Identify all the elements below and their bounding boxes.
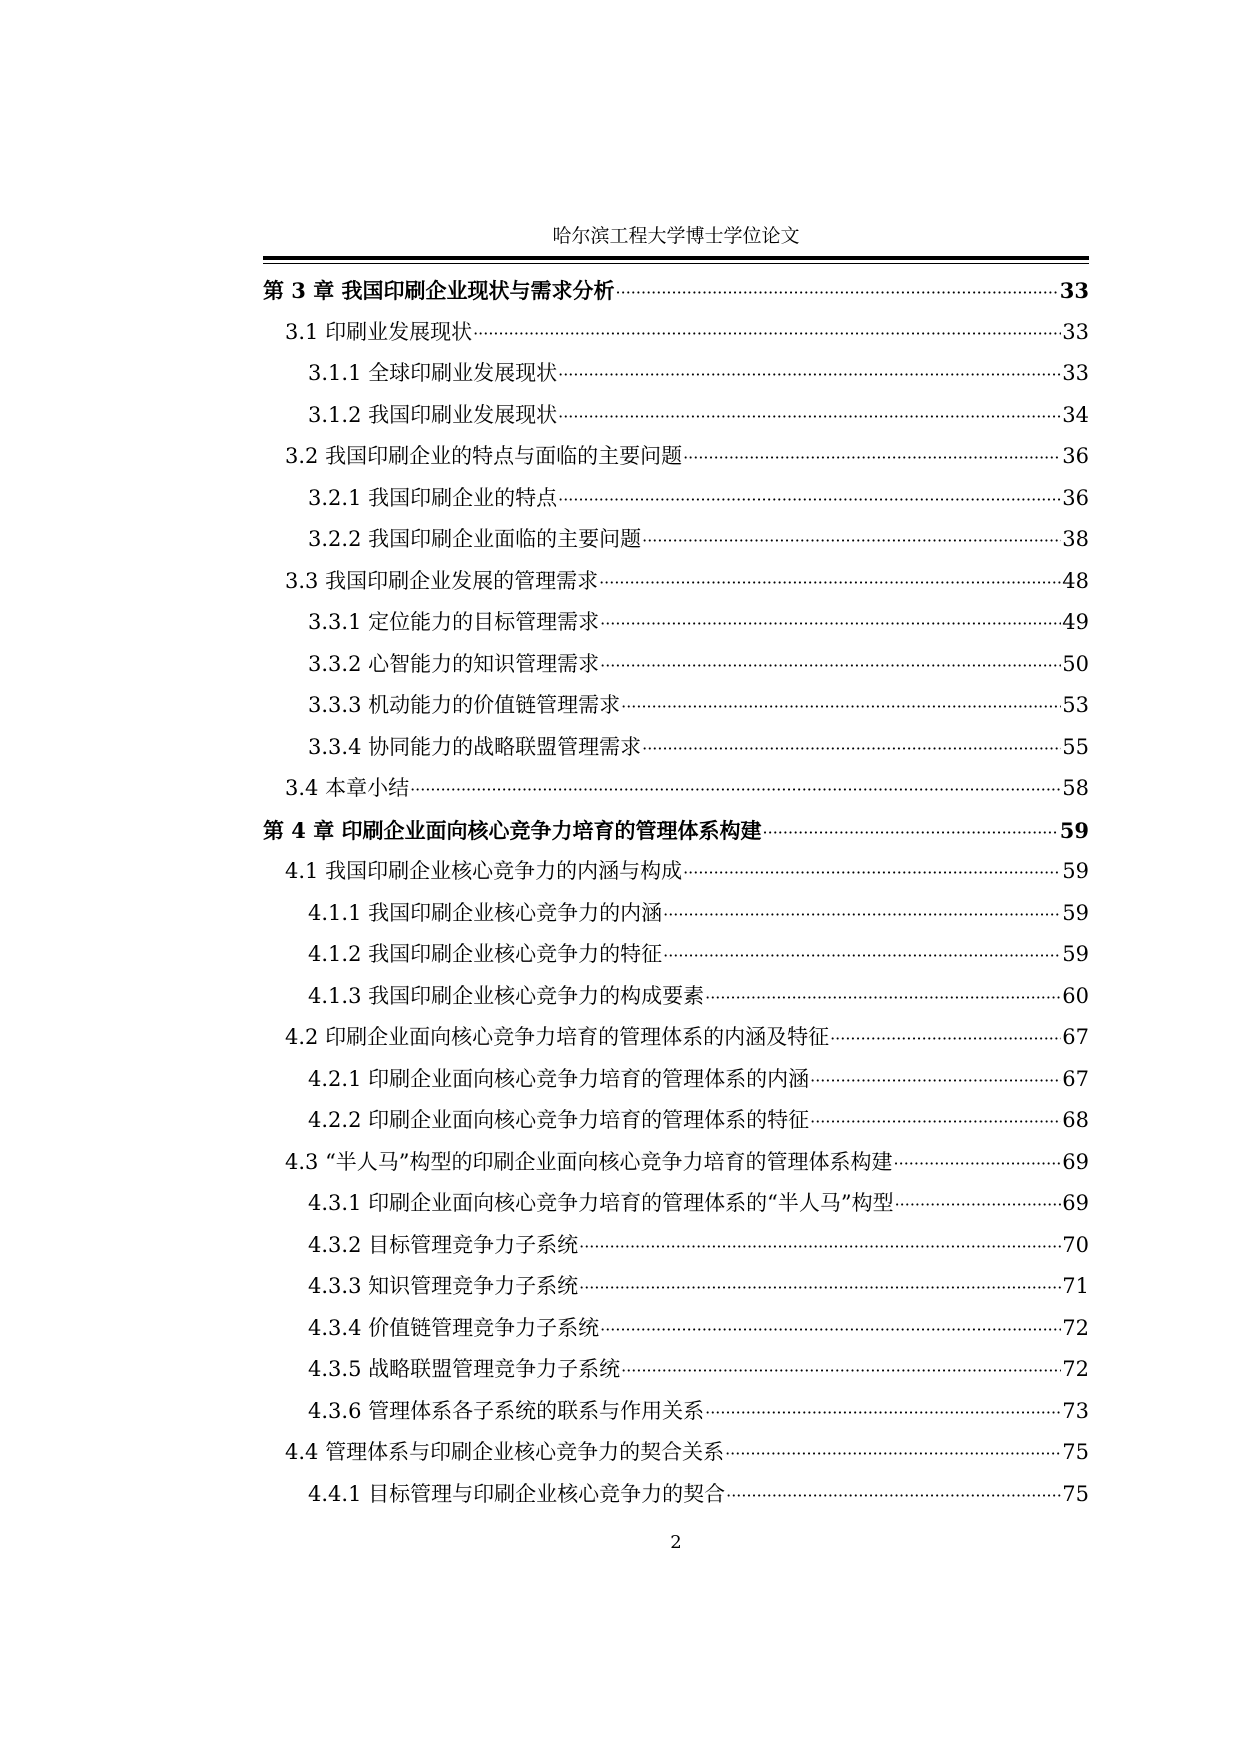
- toc-entry[interactable]: [263, 1308, 1089, 1350]
- toc-entry-page: 58: [1062, 776, 1089, 800]
- toc-entry-title: 3.2.1 我国印刷企业的特点: [308, 485, 558, 510]
- toc-entry-title: 4.2.1 印刷企业面向核心竞争力培育的管理体系的内涵: [308, 1066, 810, 1091]
- toc-dot-leader: [705, 976, 1061, 1019]
- toc-entry[interactable]: [263, 270, 1089, 312]
- toc-dot-leader: [579, 1266, 1061, 1309]
- toc-entry-page: 33: [1062, 319, 1089, 344]
- toc-entry-title: 4.4.1 目标管理与印刷企业核心竞争力的契合: [308, 1481, 726, 1506]
- toc-dot-leader: [763, 811, 1059, 854]
- toc-dot-leader: [558, 353, 1061, 396]
- toc-entry-page: 68: [1062, 1108, 1089, 1132]
- table-of-contents: [263, 270, 1089, 1515]
- toc-dot-leader: [726, 1474, 1061, 1517]
- toc-dot-leader: [894, 1142, 1062, 1185]
- toc-entry-page: 71: [1062, 1274, 1089, 1298]
- toc-entry-page: 70: [1062, 1232, 1089, 1257]
- toc-entry[interactable]: [263, 1142, 1089, 1184]
- toc-dot-leader: [473, 312, 1061, 355]
- toc-entry-title: 4.3 “半人马”构型的印刷企业面向核心竞争力培育的管理体系构建: [285, 1149, 893, 1174]
- toc-entry-page: 67: [1062, 1066, 1089, 1091]
- toc-entry-page: 33: [1059, 278, 1089, 303]
- toc-entry[interactable]: [263, 768, 1089, 810]
- toc-entry-page: 48: [1062, 568, 1089, 593]
- running-header: 哈尔滨工程大学博士学位论文: [552, 225, 800, 247]
- toc-entry-title: 4.2.2 印刷企业面向核心竞争力培育的管理体系的特征: [308, 1108, 810, 1132]
- toc-dot-leader: [558, 395, 1061, 438]
- toc-entry-title: 4.2 印刷企业面向核心竞争力培育的管理体系的内涵及特征: [285, 1025, 830, 1049]
- toc-dot-leader: [683, 851, 1061, 894]
- toc-entry-page: 69: [1062, 1191, 1089, 1215]
- toc-entry[interactable]: [263, 353, 1089, 395]
- toc-entry[interactable]: [263, 519, 1089, 561]
- toc-entry-page: 72: [1062, 1357, 1089, 1381]
- toc-entry-title: 4.3.3 知识管理竞争力子系统: [308, 1274, 579, 1298]
- toc-dot-leader: [642, 727, 1061, 770]
- toc-entry-title: 3.3.2 心智能力的知识管理需求: [308, 651, 600, 676]
- toc-entry-page: 72: [1062, 1315, 1089, 1340]
- toc-entry-title: 4.1.1 我国印刷企业核心竞争力的内涵: [308, 900, 663, 925]
- toc-entry-page: 59: [1062, 859, 1089, 883]
- toc-entry[interactable]: [263, 478, 1089, 520]
- toc-entry[interactable]: [263, 1266, 1089, 1308]
- toc-entry-page: 59: [1062, 942, 1089, 966]
- toc-entry-title: 4.3.6 管理体系各子系统的联系与作用关系: [308, 1398, 705, 1423]
- toc-entry-title: 4.3.5 战略联盟管理竞争力子系统: [308, 1357, 621, 1381]
- toc-entry-page: 59: [1062, 900, 1089, 925]
- toc-dot-leader: [600, 644, 1061, 687]
- toc-entry[interactable]: [263, 561, 1089, 603]
- toc-entry-page: 59: [1059, 817, 1089, 843]
- toc-dot-leader: [579, 1225, 1061, 1268]
- toc-entry-page: 53: [1062, 693, 1089, 717]
- toc-dot-leader: [663, 934, 1061, 977]
- toc-entry-title: 4.1.2 我国印刷企业核心竞争力的特征: [308, 942, 663, 966]
- toc-entry-title: 第 3 章 我国印刷企业现状与需求分析: [263, 278, 615, 303]
- toc-entry-title: 4.1.3 我国印刷企业核心竞争力的构成要素: [308, 983, 705, 1008]
- page-number: 2: [670, 1532, 682, 1553]
- toc-dot-leader: [683, 436, 1061, 479]
- toc-entry-page: 49: [1062, 610, 1089, 634]
- toc-dot-leader: [558, 478, 1061, 521]
- toc-entry[interactable]: [263, 644, 1089, 686]
- toc-entry-page: 38: [1062, 527, 1089, 551]
- toc-dot-leader: [705, 1391, 1061, 1434]
- toc-entry[interactable]: [263, 436, 1089, 478]
- toc-dot-leader: [410, 768, 1061, 811]
- toc-entry[interactable]: [263, 312, 1089, 354]
- toc-dot-leader: [616, 271, 1059, 314]
- toc-entry[interactable]: [263, 685, 1089, 727]
- toc-entry-page: 34: [1062, 402, 1089, 427]
- toc-entry-page: 69: [1062, 1149, 1089, 1174]
- toc-dot-leader: [600, 1308, 1061, 1351]
- toc-entry-title: 3.1.1 全球印刷业发展现状: [308, 361, 558, 385]
- toc-entry[interactable]: [263, 893, 1089, 935]
- toc-dot-leader: [810, 1100, 1061, 1143]
- toc-entry-title: 4.3.4 价值链管理竞争力子系统: [308, 1315, 600, 1340]
- toc-entry[interactable]: [263, 851, 1089, 893]
- toc-entry-page: 73: [1062, 1398, 1089, 1423]
- toc-entry-title: 3.2.2 我国印刷企业面临的主要问题: [308, 527, 642, 551]
- toc-entry-title: 4.3.1 印刷企业面向核心竞争力培育的管理体系的“半人马”构型: [308, 1191, 894, 1215]
- toc-entry-title: 3.3 我国印刷企业发展的管理需求: [285, 568, 599, 593]
- toc-dot-leader: [600, 602, 1061, 645]
- toc-entry-page: 36: [1062, 485, 1089, 510]
- toc-entry-page: 67: [1062, 1025, 1089, 1049]
- toc-entry-title: 3.2 我国印刷企业的特点与面临的主要问题: [285, 444, 683, 468]
- toc-dot-leader: [895, 1183, 1062, 1226]
- toc-entry-title: 3.3.1 定位能力的目标管理需求: [308, 610, 600, 634]
- toc-entry[interactable]: [263, 1474, 1089, 1516]
- toc-entry-page: 75: [1062, 1481, 1089, 1506]
- toc-entry[interactable]: [263, 1183, 1089, 1225]
- toc-entry-title: 第 4 章 印刷企业面向核心竞争力培育的管理体系构建: [263, 817, 762, 843]
- toc-entry-page: 33: [1062, 361, 1089, 385]
- toc-entry[interactable]: [263, 1391, 1089, 1433]
- toc-entry[interactable]: [263, 810, 1089, 852]
- toc-entry[interactable]: [263, 976, 1089, 1018]
- toc-dot-leader: [621, 1349, 1061, 1392]
- toc-entry-title: 4.4 管理体系与印刷企业核心竞争力的契合关系: [285, 1440, 725, 1464]
- toc-entry-page: 55: [1062, 734, 1089, 759]
- toc-entry-page: 50: [1062, 651, 1089, 676]
- toc-entry[interactable]: [263, 727, 1089, 769]
- toc-entry[interactable]: [263, 1432, 1089, 1474]
- toc-entry-title: 3.1 印刷业发展现状: [285, 319, 473, 344]
- toc-dot-leader: [621, 685, 1061, 728]
- header-rule-thick: [263, 256, 1089, 260]
- toc-entry-title: 3.3.4 协同能力的战略联盟管理需求: [308, 734, 642, 759]
- toc-entry[interactable]: [263, 395, 1089, 437]
- toc-entry[interactable]: [263, 1017, 1089, 1059]
- toc-dot-leader: [599, 561, 1061, 604]
- toc-dot-leader: [810, 1059, 1061, 1102]
- toc-entry-page: 75: [1062, 1440, 1089, 1464]
- header-rule-thin: [263, 263, 1089, 264]
- toc-entry[interactable]: [263, 602, 1089, 644]
- toc-entry-page: 36: [1062, 444, 1089, 468]
- toc-entry[interactable]: [263, 1100, 1089, 1142]
- toc-entry[interactable]: [263, 934, 1089, 976]
- toc-entry[interactable]: [263, 1059, 1089, 1101]
- toc-entry[interactable]: [263, 1349, 1089, 1391]
- toc-dot-leader: [642, 519, 1061, 562]
- toc-entry-title: 3.4 本章小结: [285, 776, 410, 800]
- toc-dot-leader: [663, 893, 1061, 936]
- toc-entry[interactable]: [263, 1225, 1089, 1267]
- toc-dot-leader: [725, 1432, 1061, 1475]
- toc-dot-leader: [830, 1017, 1061, 1060]
- toc-entry-title: 4.1 我国印刷企业核心竞争力的内涵与构成: [285, 859, 683, 883]
- toc-entry-title: 4.3.2 目标管理竞争力子系统: [308, 1232, 579, 1257]
- toc-entry-title: 3.3.3 机动能力的价值链管理需求: [308, 693, 621, 717]
- toc-entry-page: 60: [1062, 983, 1089, 1008]
- toc-entry-title: 3.1.2 我国印刷业发展现状: [308, 402, 558, 427]
